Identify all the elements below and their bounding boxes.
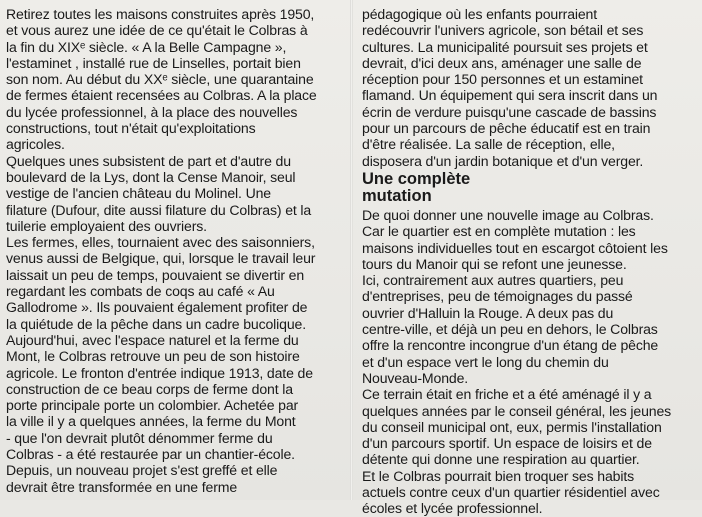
text-line: devrait, d'ici deux ans, aménager une salle de — [362, 54, 642, 71]
text-line: actuels contre ceux d'un quartier résidentiel avec — [362, 484, 660, 501]
section-heading — [362, 171, 696, 205]
text-line: Nouveau-Monde. — [362, 369, 469, 386]
text-line: et vous aurez une idée de ce qu'était le Colbras à — [6, 22, 308, 39]
right-column-bottom-text — [362, 207, 696, 517]
text-line: Mont, le Colbras retrouve un peu de son histoire — [6, 348, 300, 365]
right-column — [362, 6, 696, 517]
paragraph — [6, 234, 338, 332]
text-line: l'estaminet , installé rue de Linselles, portait bien — [6, 54, 301, 71]
text-line: disposera d'un jardin botanique et d'un verger. — [362, 152, 644, 169]
text-line: maisons individuelles tout en escargot côtoient les — [362, 239, 668, 256]
left-column — [6, 6, 338, 496]
text-line: la ville il y a quelques années, la ferme du Mont — [6, 413, 296, 430]
text-line: filature (Dufour, dite aussi filature du Colbras) et la — [6, 201, 312, 218]
text-line: boulevard de la Lys, dont la Cense Manoir, seul — [6, 168, 296, 185]
paragraph — [362, 386, 696, 467]
text-line: Les fermes, elles, tournaient avec des saisonniers, — [6, 234, 315, 251]
text-line: constructions, tout n'était qu'exploitations — [6, 120, 256, 137]
paragraph — [6, 462, 338, 495]
text-line: Et le Colbras pourrait bien troquer ses habits — [362, 467, 634, 484]
text-line: laissait un peu de temps, pouvaient se divertir en — [6, 266, 305, 283]
paragraph — [6, 332, 338, 462]
text-line: réception pour 150 personnes et un estaminet — [362, 71, 643, 88]
text-line: pour un parcours de pêche éducatif est en train — [362, 120, 651, 137]
text-line: Colbras - a été restaurée par un chantier-école. — [6, 446, 295, 463]
text-line: la fin du XIXᵉ siècle. « A la Belle Campagne », — [6, 38, 287, 55]
text-line: la quiétude de la pêche dans un cadre bucolique. — [6, 315, 306, 332]
text-line: Quelques unes subsistent de part et d'autre du — [6, 152, 291, 169]
paragraph — [362, 6, 696, 169]
text-line: De quoi donner une nouvelle image au Colbras. — [362, 206, 654, 223]
text-line: flamand. Un équipement qui sera inscrit dans un — [362, 87, 658, 104]
page-fold — [350, 0, 353, 500]
text-line: regardant les combats de coqs au café « Au — [6, 283, 275, 300]
paragraph — [6, 153, 338, 234]
text-line: tours du Manoir qui se refont une jeunesse. — [362, 255, 627, 272]
text-line: tuilerie employaient des ouvriers. — [6, 217, 207, 234]
text-line: Depuis, un nouveau projet s'est greffé et elle — [6, 462, 278, 479]
paragraph — [362, 207, 696, 272]
section-heading-line: Une complète — [362, 169, 471, 188]
text-line: redécouvrir l'univers agricole, son bétail et ses — [362, 22, 644, 39]
text-line: Retirez toutes les maisons construites après 1950, — [6, 6, 315, 22]
text-line: écrin de verdure puisqu'une cascade de bassins — [362, 103, 657, 120]
paragraph — [6, 6, 338, 153]
text-line: devrait être transformée en une ferme — [6, 478, 238, 495]
text-line: cultures. La municipalité poursuit ses projets et — [362, 38, 648, 55]
text-line: vestige de l'ancien château du Molinel. Une — [6, 185, 271, 202]
text-line: construction de ce beau corps de ferme dont la — [6, 380, 293, 397]
section-heading-line: mutation — [362, 186, 432, 205]
text-line: Gallodrome ». Ils pouvaient également profiter de — [6, 299, 308, 316]
text-line: offre la rencontre incongrue d'un étang de pêche — [362, 337, 659, 354]
text-line: ouvrier d'Halluin la Rouge. A deux pas du — [362, 304, 614, 321]
text-line: Aujourd'hui, avec l'espace naturel et la ferme du — [6, 331, 299, 348]
text-line: agricole. Le fronton d'entrée indique 1913, date de — [6, 364, 313, 381]
text-line: de fermes étaient recensées au Colbras. A la place — [6, 87, 317, 104]
text-line: écoles et lycée professionnel. — [362, 500, 543, 517]
text-line: Car le quartier est en complète mutation : les — [362, 223, 636, 240]
text-line: du conseil municipal ont, eux, permis l'installation — [362, 418, 662, 435]
text-line: agricoles. — [6, 136, 65, 153]
text-line: et d'un espace vert le long du chemin du — [362, 353, 609, 370]
text-line: quelques années par le conseil général, les jeunes — [362, 402, 672, 419]
text-line: d'entreprises, peu de témoignages du passé — [362, 288, 633, 305]
text-line: Ici, contrairement aux autres quartiers, peu — [362, 272, 624, 289]
text-line: Ce terrain était en friche et a été aménagé il y a — [362, 386, 652, 403]
right-column-top-text — [362, 6, 696, 169]
text-line: détente qui donne une respiration au quartier. — [362, 451, 640, 468]
text-line: d'un parcours sportif. Un espace de loisirs et de — [362, 435, 652, 452]
text-line: centre-ville, et déjà un peu en dehors, le Colbras — [362, 321, 658, 338]
text-line: porte principale porte un colombier. Achetée par — [6, 397, 299, 414]
text-line: venus aussi de Belgique, qui, lorsque le travail leur — [6, 250, 316, 267]
paragraph — [362, 272, 696, 386]
text-line: - que l'on devrait plutôt dénommer ferme du — [6, 429, 273, 446]
paragraph — [362, 468, 696, 517]
text-line: d'être réalisée. La salle de réception, elle, — [362, 136, 615, 153]
text-line: du lycée professionnel, à la place des nouvelles — [6, 103, 298, 120]
text-line: son nom. Au début du XXᵉ siècle, une quarantaine — [6, 71, 314, 88]
text-line: pédagogique où les enfants pourraient — [362, 6, 598, 22]
